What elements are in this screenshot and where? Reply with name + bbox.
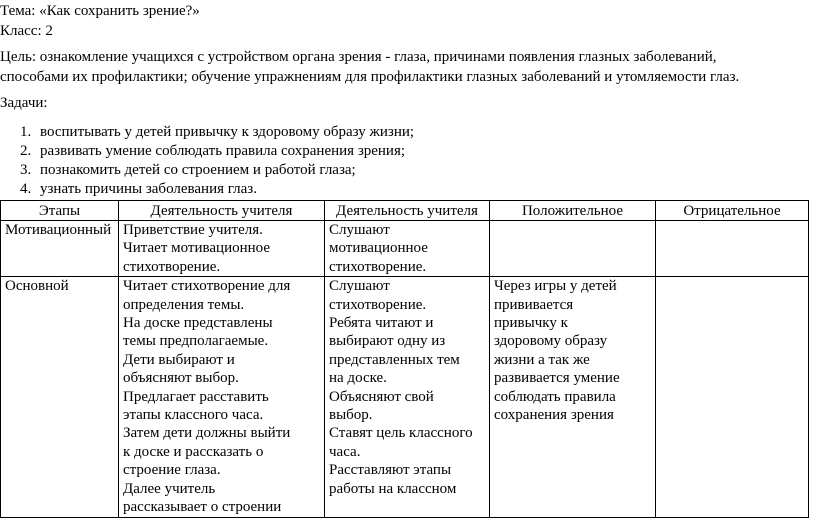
goal-line-2: способами их профилактики; обучение упражнениям для профилактики глазных заболеваний и утомляемости глаз. [0,69,740,85]
teacher-cell [119,277,325,518]
teacher-cell [119,221,325,277]
cell-line: Объясняют свой [329,388,434,405]
topic-line: Тема: «Как сохранить зрение?» [0,3,200,19]
cell-line: Через игры у детей [494,278,617,295]
cell-line: Дети выбирают и [123,351,235,368]
header-teacher-activity: Деятельность учителя [119,201,325,221]
cell-line: Предлагает расставить [123,388,269,405]
task-text: развивать умение соблюдать правила сохранения зрения; [40,143,406,159]
cell-line: определения темы. [123,296,245,313]
lesson-plan-table [0,200,809,518]
cell-line: соблюдать правила [494,388,616,405]
cell-line: представленных тем [329,351,460,368]
cell-line: Слушают [329,278,390,295]
cell-line: строение глаза. [123,462,221,479]
positive-cell [490,277,656,518]
table-row [1,221,809,277]
task-number: 1. [20,124,32,140]
cell-line: прививается [494,296,574,313]
cell-line: Читает стихотворение для [123,278,291,295]
cell-line: Приветствие учителя. [123,222,263,238]
cell-line: стихотворение. [329,296,427,313]
cell-line: рассказывает о строении [123,499,282,516]
cell-line: Расставляют этапы [329,462,452,479]
header-second-activity: Деятельность учителя [325,201,490,221]
cell-line: сохранения зрения [494,407,614,424]
header-stages: Этапы [1,201,119,221]
task-text: познакомить детей со строением и работой глаза; [40,162,356,178]
cell-line: привычку к [494,315,568,332]
task-text: воспитывать у детей привычку к здоровому образу жизни; [40,124,415,140]
cell-line: мотивационное [329,240,428,257]
cell-line: Слушают [329,222,390,238]
task-text: узнать причины заболевания глаз. [40,181,257,197]
cell-line: Далее учитель [123,480,216,497]
cell-line: На доске представлены [123,315,273,332]
cell-line: темы предполагаемые. [123,333,269,350]
cell-line: стихотворение. [123,258,221,275]
pupils-cell [325,221,490,277]
cell-line: работы на классном [329,480,457,497]
task-number: 3. [20,162,32,178]
table-header-row [1,201,809,221]
task-number: 2. [20,143,32,159]
cell-line: Ставят цель классного [329,425,473,442]
cell-line: Читает мотивационное [123,240,271,257]
cell-line: объясняют выбор. [123,370,239,387]
grade-line: Класс: 2 [0,23,53,39]
cell-line: выбирают одну из [329,333,446,350]
pupils-cell [325,277,490,518]
cell-line: здоровому образу [494,333,608,350]
table-row [1,277,809,518]
header-negative: Отрицательное [656,201,809,221]
cell-line: часа. [329,443,361,460]
cell-line: выбор. [329,407,373,424]
cell-line: развивается умение [494,370,620,387]
header-positive: Положительное [490,201,656,221]
stage-cell: Основной [1,277,119,518]
cell-line: жизни а так же [494,351,590,368]
stage-cell: Мотивационный [1,221,119,277]
cell-line: Затем дети должны выйти [123,425,291,442]
tasks-heading: Задачи: [0,95,48,111]
negative-cell [656,277,809,518]
cell-line: стихотворение. [329,258,427,275]
task-number: 4. [20,181,32,197]
cell-line: на доске. [329,370,387,387]
goal-line-1: Цель: ознакомление учащихся с устройством органа зрения - глаза, причинами появления глазных заболеваний, [0,49,717,65]
cell-line: к доске и рассказать о [123,443,264,460]
negative-cell [656,221,809,277]
cell-line: Ребята читают и [329,315,434,332]
positive-cell [490,221,656,277]
cell-line: этапы классного часа. [123,407,264,424]
